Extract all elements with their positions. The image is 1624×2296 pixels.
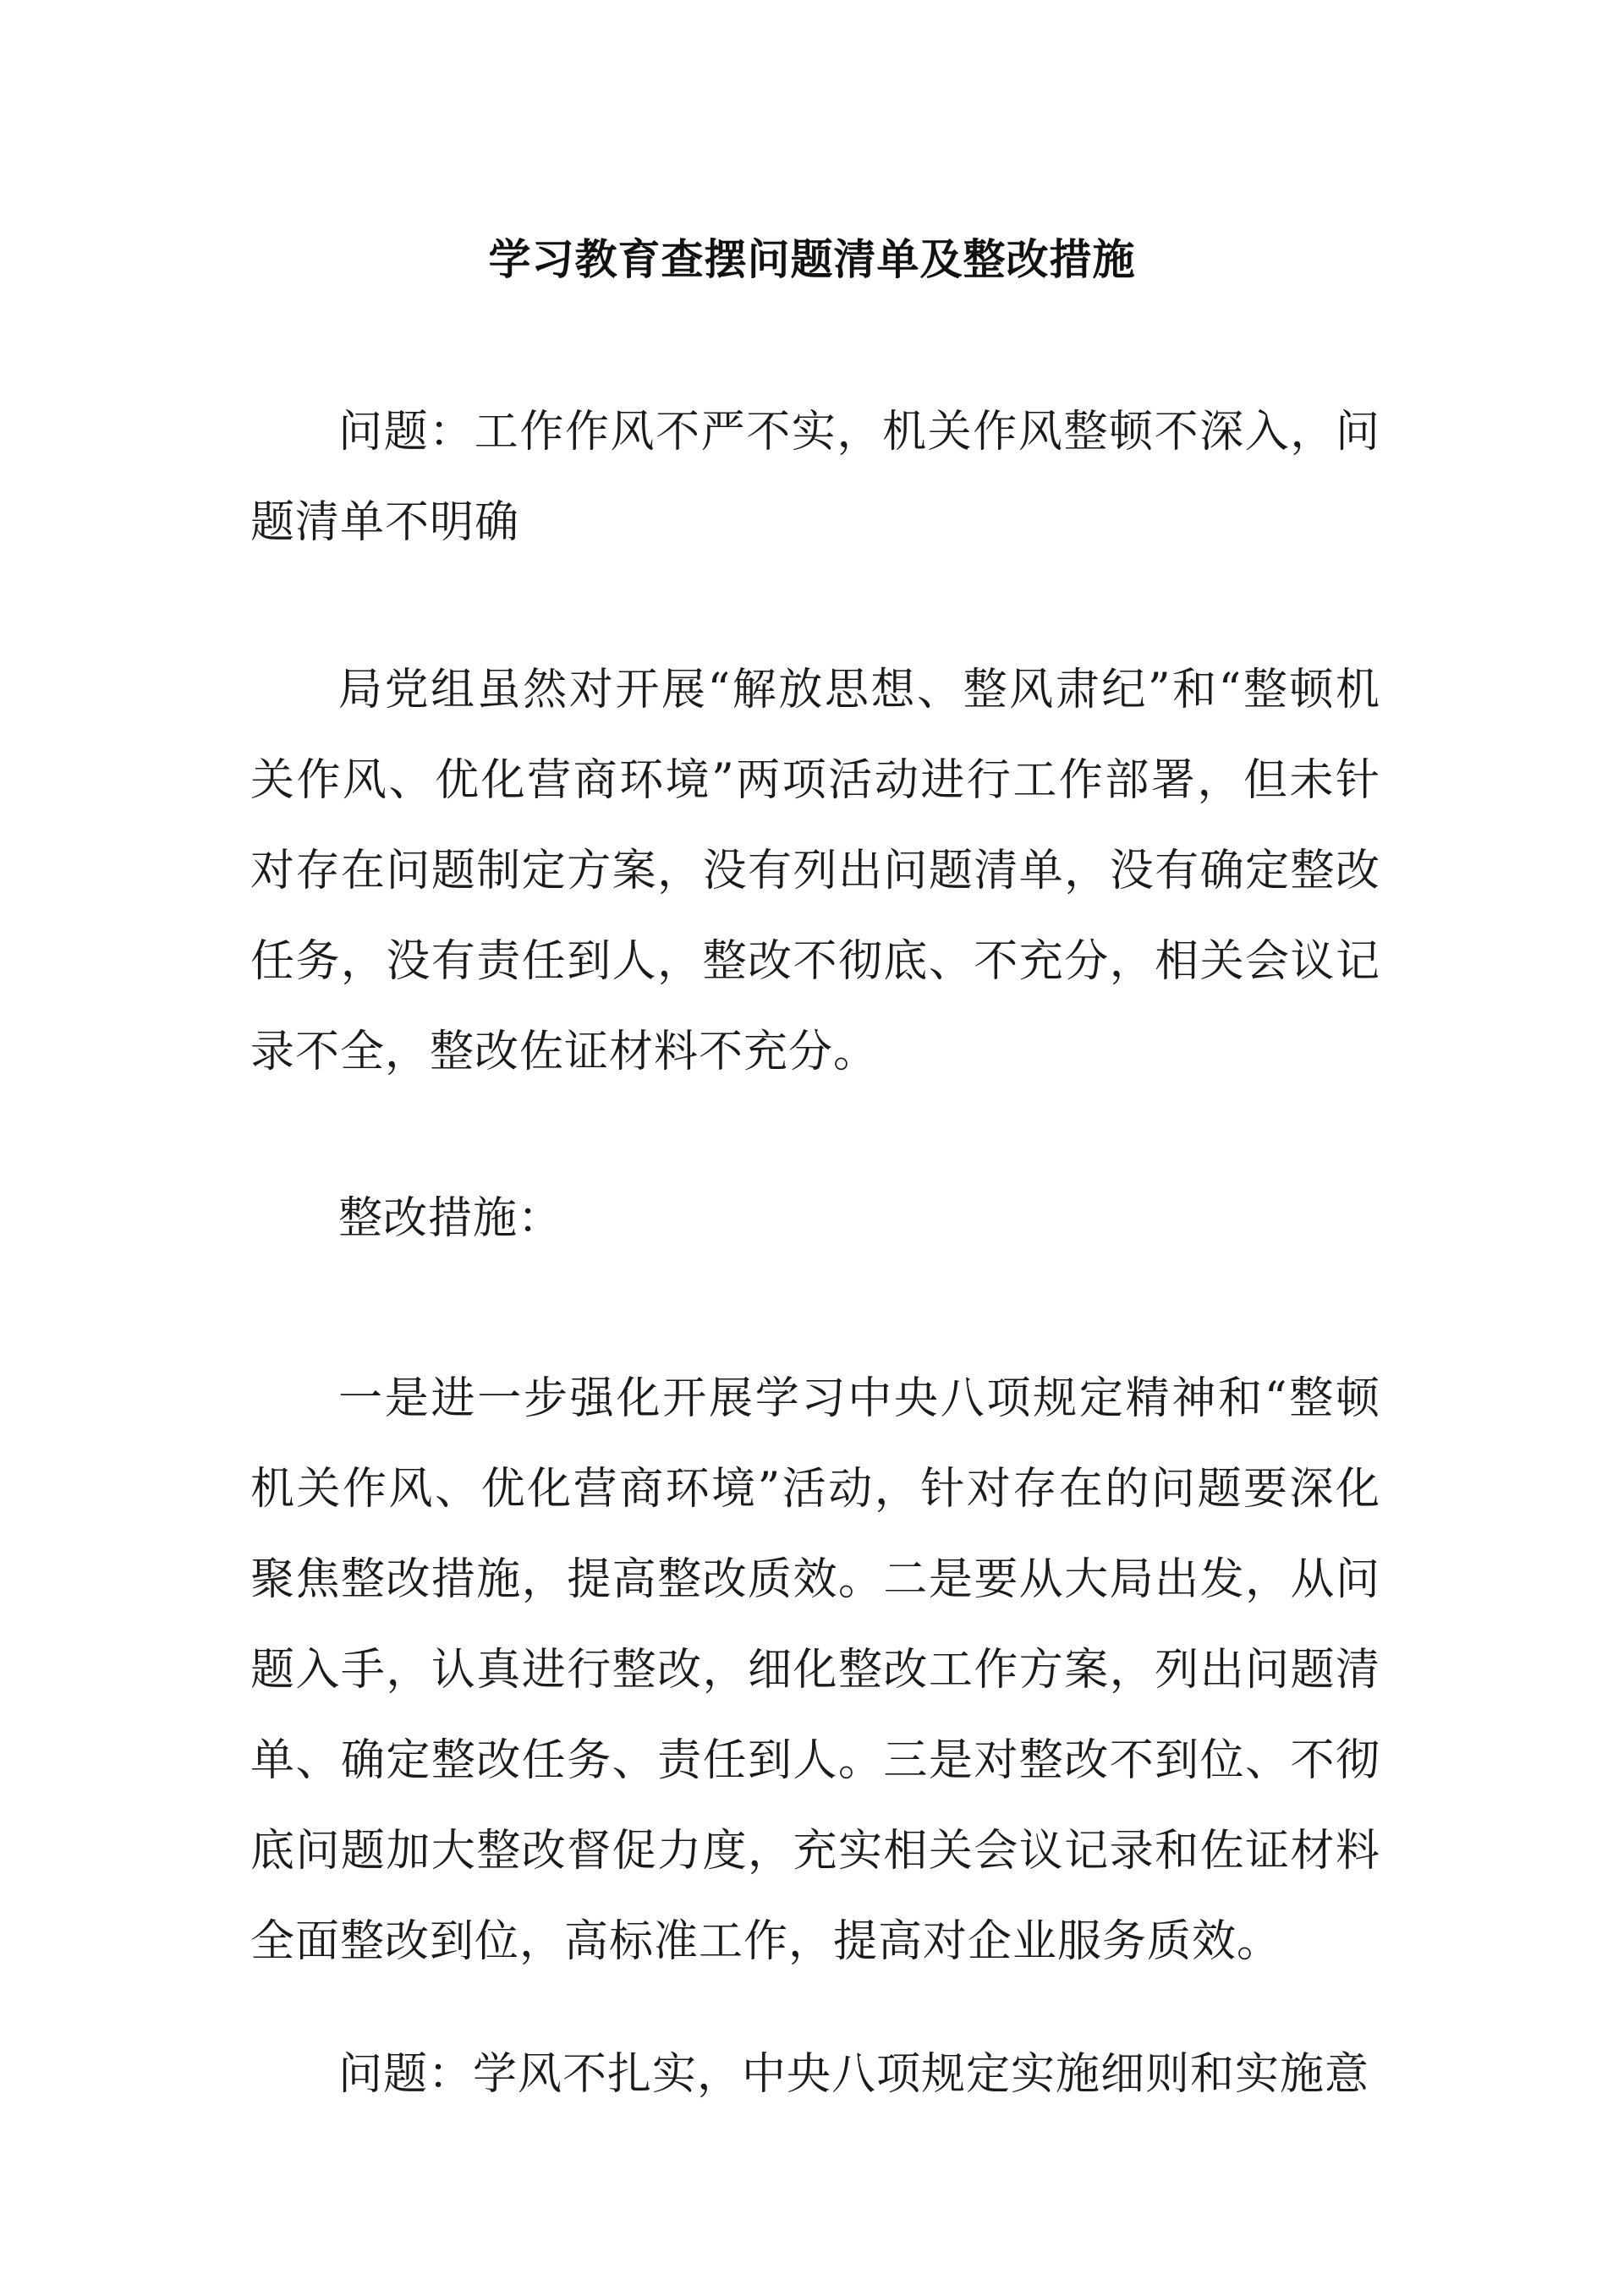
measures-heading: 整改措施：	[338, 1193, 563, 1244]
problem-description-paragraph: 局党组虽然对开展“解放思想、整风肃纪”和“整顿机关作风、优化营商环境”两项活动进行工作部署，但未针对存在问题制定方案，没有列出问题清单，没有确定整改任务，没有责任到人，整改不彻底、不充分，相关会议记录不全，整改佐证材料不充分。	[250, 665, 1380, 1077]
problem-paragraph-1: 问题：工作作风不严不实，机关作风整顿不深入，问题清单不明确	[250, 407, 1380, 548]
measures-paragraph: 一是进一步强化开展学习中央八项规定精神和“整顿机关作风、优化营商环境”活动，针对存在的问题要深化聚焦整改措施，提高整改质效。二是要从大局出发，从问题入手，认真进行整改，细化整改工作方案，列出问题清单、确定整改任务、责任到人。三是对整改不到位、不彻底问题加大整改督促力度，充实相关会议记录和佐证材料全面整改到位，高标准工作，提高对企业服务质效。	[250, 1373, 1380, 1967]
document-title: 学习教育查摆问题清单及整改措施	[488, 234, 1136, 284]
problem-paragraph-2: 问题：学风不扎实，中央八项规定实施细则和实施意	[338, 2049, 1370, 2100]
